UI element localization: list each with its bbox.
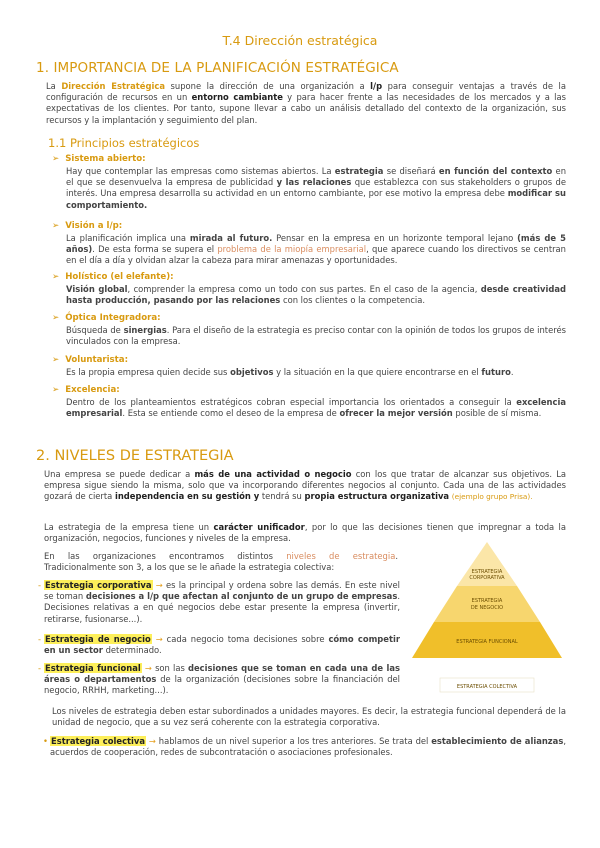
principle-text bbox=[66, 397, 566, 419]
text: . Tradicionalmente son 3, a los que se le añade la estrategia colectiva: bbox=[44, 551, 399, 573]
principle-text bbox=[66, 367, 566, 378]
principle-label bbox=[52, 385, 120, 395]
text: y para hacer frente a las necesidades de los mercados y a las expectativas de los clientes. Por tanto, supone llevar a cabo un análisis detallado del contexto de la organización, sus recursos y la implantación y seguimiento del plan. bbox=[46, 92, 566, 125]
bullet-icon: - bbox=[38, 663, 42, 673]
label-text: Excelencia: bbox=[65, 385, 120, 395]
text: tendrá su bbox=[259, 491, 305, 502]
highlighted-term: Estrategia funcional bbox=[45, 663, 141, 673]
principle-text bbox=[66, 233, 566, 267]
arrow-bullet-icon: ➢ bbox=[52, 154, 60, 164]
text: , que aparece cuando los directivos se centran en el día a día y olvidan alzar la cabeza para mirar amenazas y oportunidades. bbox=[66, 244, 566, 266]
text: son las bbox=[151, 663, 188, 673]
strategy-level-item bbox=[38, 634, 400, 656]
text: para conseguir ventajas a través de la configuración de recursos en un bbox=[46, 81, 566, 103]
label-text: Voluntarista: bbox=[65, 355, 129, 365]
label-text: Sistema abierto: bbox=[65, 154, 146, 164]
pyramid-bottom-label: ESTRATEGIA FUNCIONAL bbox=[456, 639, 518, 645]
principle-label bbox=[52, 154, 146, 164]
label-text: Óptica Integradora: bbox=[65, 313, 161, 323]
strategy-level-item bbox=[38, 663, 400, 697]
text: cada negocio toma decisiones sobre bbox=[162, 634, 329, 644]
bold-text: y las relaciones bbox=[276, 177, 352, 188]
bold-text: entorno cambiante bbox=[191, 92, 283, 103]
section-2-paragraph-1 bbox=[44, 469, 566, 503]
bold-text: Visión global bbox=[66, 284, 128, 294]
bold-text: l/p bbox=[370, 81, 383, 91]
text: de la organización (decisiones sobre la financiación del negocio, RRHH, marketing...). bbox=[44, 674, 400, 696]
bold-text: en función del contexto bbox=[438, 166, 553, 176]
arrow-bullet-icon: ➢ bbox=[52, 272, 60, 282]
principle-text bbox=[66, 166, 566, 211]
principle-label bbox=[52, 272, 174, 282]
bold-text: ofrecer la mejor versión bbox=[339, 408, 453, 419]
highlight-text: niveles de estrategia bbox=[286, 551, 396, 561]
text: Pensar en la empresa en un horizonte temporal lejano bbox=[272, 233, 518, 243]
text: . bbox=[510, 367, 514, 377]
strategy-level-item bbox=[38, 580, 400, 625]
strategy-level-collective bbox=[43, 736, 566, 758]
text: La estrategia de la empresa tiene un bbox=[44, 522, 214, 532]
bullet-icon: • bbox=[43, 736, 48, 746]
strategy-pyramid-diagram bbox=[412, 542, 562, 698]
bold-text: establecimiento de alianzas bbox=[431, 736, 564, 746]
text: posible de sí misma. bbox=[452, 408, 542, 419]
text: , comprender la empresa como un todo con sus partes. En el caso de la agencia, bbox=[127, 284, 481, 294]
bold-text: modificar su comportamiento. bbox=[66, 188, 566, 210]
text: . De esta forma se supera el bbox=[92, 244, 218, 255]
pyramid-top-label-1: ESTRATEGIA bbox=[471, 569, 503, 575]
bold-text: futuro bbox=[481, 367, 511, 377]
arrow-icon: → bbox=[148, 736, 156, 746]
bullet-icon: - bbox=[38, 580, 42, 590]
principle-text bbox=[66, 325, 566, 347]
text: que establezca con sus stakeholders o grupos de interés. Una empresa desarrolla su actividad en un entorno cambiante, por ese motivo la empresa debe bbox=[66, 177, 566, 199]
bold-text: excelencia empresarial bbox=[66, 397, 566, 419]
text: . Para el diseño de la estrategia es preciso contar con la opinión de todos los grupos de interés vinculados con la empresa. bbox=[66, 325, 566, 347]
text: . Esta se entiende como el deseo de la empresa de bbox=[122, 408, 340, 419]
bold-text: carácter unificador bbox=[213, 522, 305, 532]
text: Es la propia empresa quien decide sus bbox=[66, 367, 231, 377]
arrow-icon: → bbox=[155, 634, 163, 644]
text: en el que se desenvuelva la empresa de publicidad bbox=[66, 166, 566, 188]
bold-text: objetivos bbox=[230, 367, 274, 377]
document-title: T.4 Dirección estratégica bbox=[222, 33, 378, 48]
text: es la principal y ordena sobre las demás. En este nivel se toman bbox=[44, 580, 400, 602]
text: determinado. bbox=[102, 645, 162, 656]
text: Hay que contemplar las empresas como sistemas abiertos. La bbox=[66, 166, 335, 176]
principle-label bbox=[52, 221, 122, 231]
bold-text: más de una actividad o negocio bbox=[194, 469, 352, 479]
highlight-text: problema de la miopía empresarial bbox=[217, 244, 367, 255]
pyramid-base-label: ESTRATEGIA COLECTIVA bbox=[456, 684, 518, 690]
bold-text: decisiones que se toman en cada una de las áreas o departamentos bbox=[44, 663, 400, 685]
pyramid-middle-tier bbox=[434, 586, 540, 622]
subsection-1-1-heading: 1.1 Principios estratégicos bbox=[48, 136, 200, 150]
highlighted-term: Estrategia de negocio bbox=[45, 634, 151, 644]
arrow-bullet-icon: ➢ bbox=[52, 355, 60, 365]
text: , por lo que las decisiones tienen que impregnar a toda la organización, negocios, funciones y niveles de la empresa. bbox=[44, 522, 566, 544]
text: , acuerdos de cooperación, redes de subcontratación o asociaciones profesionales. bbox=[50, 736, 566, 758]
text: con los que tratar de alcanzar sus objetivos. La empresa sigue siendo la misma, solo que va incorporando diferentes negocios al conjunto. Cada una de las actividades gozará de cierta bbox=[44, 469, 566, 502]
principle-label bbox=[52, 355, 128, 365]
text: En las organizaciones encontramos distintos bbox=[44, 551, 287, 561]
term-direccion-estrategica: Dirección Estratégica bbox=[61, 81, 165, 91]
section-2-paragraph-3 bbox=[44, 551, 398, 573]
arrow-bullet-icon: ➢ bbox=[52, 313, 60, 323]
text: hablamos de un nivel superior a los tres anteriores. Se trata del bbox=[155, 736, 432, 746]
text: Dentro de los planteamientos estratégicos cobran especial importancia los orientados a conseguir la bbox=[66, 397, 517, 407]
text: se diseñará bbox=[383, 166, 439, 176]
text: y la situación en la que quiere encontrarse en el bbox=[273, 367, 482, 377]
text: Búsqueda de bbox=[66, 325, 124, 335]
text: La planificación implica una bbox=[66, 233, 190, 243]
bold-text: propia estructura organizativa bbox=[304, 491, 450, 502]
text: Una empresa se puede dedicar a bbox=[44, 469, 195, 479]
bold-text: sinergias bbox=[123, 325, 167, 335]
principle-label bbox=[52, 313, 161, 323]
text: con los clientes o la competencia. bbox=[280, 295, 426, 306]
bold-text: estrategia bbox=[334, 166, 384, 176]
label-text: Visión a l/p: bbox=[65, 221, 123, 231]
arrow-bullet-icon: ➢ bbox=[52, 385, 60, 395]
arrow-icon: → bbox=[144, 663, 152, 673]
highlighted-term: Estrategia colectiva bbox=[51, 736, 146, 746]
section-2-paragraph-4: Los niveles de estrategia deben estar subordinados a unidades mayores. Es decir, la estrategia funcional dependerá de la unidad de negocio, que a su vez será coherente con la estrategia corporativa. bbox=[52, 706, 566, 728]
pyramid-mid-label-1: ESTRATEGIA bbox=[471, 598, 503, 604]
label-text: Holístico (el elefante): bbox=[65, 272, 174, 282]
section-2-heading: 2. NIVELES DE ESTRATEGIA bbox=[36, 448, 234, 464]
arrow-icon: → bbox=[155, 580, 163, 590]
bold-text: desde creatividad hasta producción, pasando por las relaciones bbox=[66, 284, 566, 306]
section-1-heading: 1. IMPORTANCIA DE LA PLANIFICACIÓN ESTRATÉGICA bbox=[36, 60, 399, 76]
pyramid-mid-label-2: DE NEGOCIO bbox=[470, 605, 504, 611]
example-note: (ejemplo grupo Prisa). bbox=[451, 492, 533, 502]
text: La bbox=[46, 81, 62, 91]
bold-text: cómo competir en un sector bbox=[44, 634, 400, 656]
bold-text: (más de 5 años) bbox=[66, 233, 566, 255]
bold-text: mirada al futuro. bbox=[189, 233, 273, 243]
bold-text: decisiones a l/p que afectan al conjunto de un grupo de empresas bbox=[85, 591, 398, 602]
pyramid-top-label-2: CORPORATIVA bbox=[469, 575, 505, 581]
principle-text bbox=[66, 284, 566, 306]
section-1-intro bbox=[46, 81, 566, 126]
arrow-bullet-icon: ➢ bbox=[52, 221, 60, 231]
text: . Decisiones relativas a en qué negocios debe estar presente la empresa (invertir, retirarse, fusionarse...). bbox=[44, 591, 400, 624]
text: supone la dirección de una organización a bbox=[164, 81, 371, 91]
highlighted-term: Estrategia corporativa bbox=[45, 580, 152, 590]
bold-text: independencia en su gestión y bbox=[114, 491, 260, 502]
bullet-icon: - bbox=[38, 634, 42, 644]
